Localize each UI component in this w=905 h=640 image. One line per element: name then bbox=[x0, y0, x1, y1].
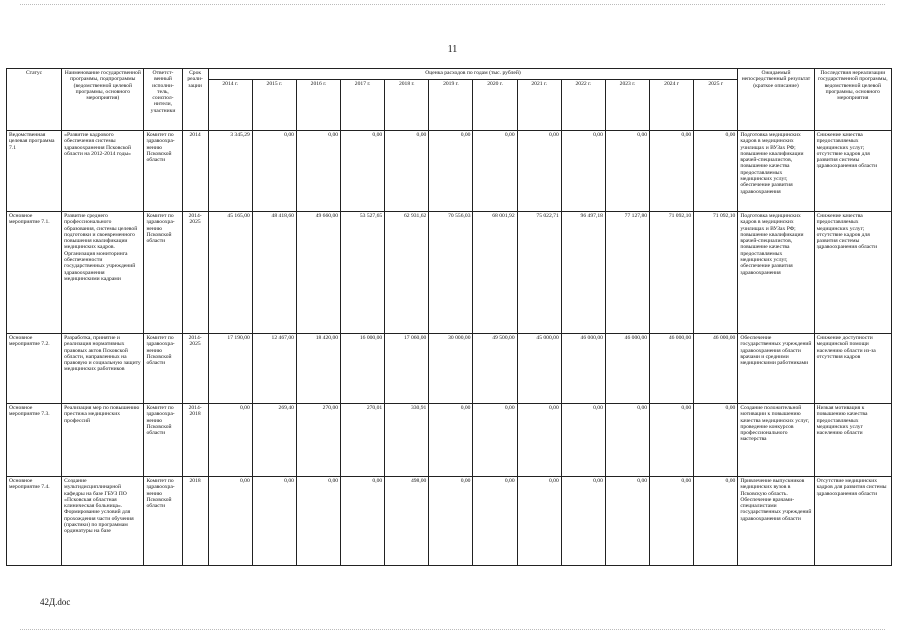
cell-name: Реализация мер по повышению престижа медицинских профессий bbox=[62, 404, 144, 477]
scan-bottom-edge bbox=[20, 629, 885, 630]
table-row bbox=[7, 477, 892, 566]
cell-status: Основное мероприятие 7.4. bbox=[7, 477, 62, 566]
cell-value: 0,00 bbox=[296, 477, 340, 566]
cell-value: 96 497,18 bbox=[561, 212, 605, 334]
cell-value: 0,00 bbox=[208, 404, 252, 477]
cell-value: 0,00 bbox=[694, 404, 738, 477]
cell-value: 498,00 bbox=[385, 477, 429, 566]
cell-value: 45 000,00 bbox=[517, 334, 561, 404]
header-year: 2024 г bbox=[650, 80, 694, 131]
cell-name: Развитие среднего профессионального образования, системы целевой подготовки и своевременного повышения квалификации медицинских кадров. Организация мониторинга обеспеченности государственных учреждений здравоохранения медицинскими кадрами bbox=[62, 212, 144, 334]
cell-term: 2014-2025 bbox=[182, 212, 208, 334]
header-expense-group: Оценка расходов по годам (тыс. рублей) bbox=[208, 69, 738, 80]
footer-filename: 42Д.doc bbox=[40, 597, 71, 607]
cell-value: 269,40 bbox=[252, 404, 296, 477]
header-name: Наименование государственной программы, подпрограммы (ведомственной целевой программы, основного мероприятия) bbox=[62, 69, 144, 131]
table-row bbox=[7, 131, 892, 212]
header-year: 2017 г. bbox=[341, 80, 385, 131]
cell-result: Обеспечение государственных учреждений здравоохранения области врачами и средними медицинскими работниками bbox=[738, 334, 814, 404]
cell-status: Основное мероприятие 7.2. bbox=[7, 334, 62, 404]
cell-result: Привлечение выпускников медицинских вузов в Псковскую область. Обеспечение врачами-специалистами государственных учреждений здравоохранения области bbox=[738, 477, 814, 566]
cell-value: 0,00 bbox=[561, 404, 605, 477]
cell-term: 2014-2025 bbox=[182, 334, 208, 404]
header-year: 2023 г. bbox=[605, 80, 649, 131]
cell-name: «Развитие кадрового обеспечения системы здравоохранения Псковской области на 2012-2014 годы» bbox=[62, 131, 144, 212]
cell-name: Создание мультидисциплинарной кафедры на базе ГБУЗ ПО «Псковская областная клиническая больница». Формирование условий для прохождения части обучения (практики) по программам ординатуры на базе bbox=[62, 477, 144, 566]
cell-value: 0,00 bbox=[341, 477, 385, 566]
cell-value: 49 660,00 bbox=[296, 212, 340, 334]
cell-consequences: Снижение качества предоставляемых медицинских услуг; отсутствие кадров для развития системы здравоохранения области bbox=[814, 212, 891, 334]
cell-result: Подготовка медицинских кадров в медицинских училищах и ВУЗах РФ; повышение квалификации врачей-специалистов, повышение качества предоставляемых медицинских услуг, обеспечение развития здравоохранения bbox=[738, 131, 814, 212]
cell-value: 0,00 bbox=[385, 131, 429, 212]
cell-name: Разработка, принятие и реализация нормативных правовых актов Псковской области, направленных на правовую и социальную защиту медицинских работников bbox=[62, 334, 144, 404]
cell-value: 0,00 bbox=[650, 131, 694, 212]
cell-value: 18 420,00 bbox=[296, 334, 340, 404]
cell-value: 0,00 bbox=[473, 131, 517, 212]
cell-consequences: Снижение доступности медицинской помощи населению области из-за отсутствия кадров bbox=[814, 334, 891, 404]
expenditure-table bbox=[6, 68, 892, 566]
cell-responsible: Комитет по здравоохра-нению Псковской области bbox=[144, 404, 182, 477]
cell-responsible: Комитет по здравоохра-нению Псковской области bbox=[144, 212, 182, 334]
header-year: 2022 г. bbox=[561, 80, 605, 131]
header-status: Статус bbox=[7, 69, 62, 131]
cell-value: 71 092,10 bbox=[694, 212, 738, 334]
cell-value: 70 556,03 bbox=[429, 212, 473, 334]
header-term: Срок реали-зации bbox=[182, 69, 208, 131]
header-year: 2015 г. bbox=[252, 80, 296, 131]
cell-value: 0,00 bbox=[561, 131, 605, 212]
cell-term: 2018 bbox=[182, 477, 208, 566]
cell-value: 0,00 bbox=[296, 131, 340, 212]
header-year: 2025 г bbox=[694, 80, 738, 131]
cell-value: 0,00 bbox=[208, 477, 252, 566]
cell-consequences: Отсутствие медицинских кадров для развития системы здравоохранения области bbox=[814, 477, 891, 566]
cell-value: 0,00 bbox=[694, 131, 738, 212]
cell-responsible: Комитет по здравоохра-нению Псковской области bbox=[144, 334, 182, 404]
cell-value: 0,00 bbox=[694, 477, 738, 566]
cell-value: 0,00 bbox=[605, 131, 649, 212]
cell-value: 0,00 bbox=[605, 404, 649, 477]
cell-value: 17 190,00 bbox=[208, 334, 252, 404]
page-number: 11 bbox=[447, 44, 458, 55]
cell-result: Подготовка медицинских кадров в медицинских училищах и ВУЗах РФ; повышение квалификации врачей-специалистов, повышение качества предоставляемых медицинских услуг, обеспечение развития здравоохранения bbox=[738, 212, 814, 334]
cell-value: 0,00 bbox=[341, 131, 385, 212]
cell-value: 71 092,10 bbox=[650, 212, 694, 334]
cell-value: 0,00 bbox=[605, 477, 649, 566]
cell-value: 0,00 bbox=[429, 477, 473, 566]
header-year: 2014 г. bbox=[208, 80, 252, 131]
cell-value: 17 060,00 bbox=[385, 334, 429, 404]
header-year: 2021 г. bbox=[517, 80, 561, 131]
table-row bbox=[7, 404, 892, 477]
header-result: Ожидаемый непосредственный результат (краткое описание) bbox=[738, 69, 814, 131]
cell-value: 270,00 bbox=[296, 404, 340, 477]
cell-consequences: Низкая мотивация к повышению качества предоставляемых медицинских услуг населению области bbox=[814, 404, 891, 477]
cell-status: Основное мероприятие 7.3. bbox=[7, 404, 62, 477]
cell-value: 0,00 bbox=[561, 477, 605, 566]
cell-value: 0,00 bbox=[473, 404, 517, 477]
cell-status: Ведомственная целевая программа 7.1 bbox=[7, 131, 62, 212]
cell-value: 46 000,00 bbox=[694, 334, 738, 404]
cell-value: 62 931,62 bbox=[385, 212, 429, 334]
cell-value: 30 000,00 bbox=[429, 334, 473, 404]
cell-value: 46 000,00 bbox=[561, 334, 605, 404]
cell-value: 75 022,71 bbox=[517, 212, 561, 334]
cell-value: 46 000,00 bbox=[650, 334, 694, 404]
table-row bbox=[7, 212, 892, 334]
cell-value: 12 467,00 bbox=[252, 334, 296, 404]
cell-value: 0,00 bbox=[252, 131, 296, 212]
cell-value: 270,01 bbox=[341, 404, 385, 477]
scan-top-edge bbox=[20, 4, 885, 5]
cell-value: 0,00 bbox=[429, 131, 473, 212]
cell-value: 0,00 bbox=[517, 131, 561, 212]
cell-value: 68 001,92 bbox=[473, 212, 517, 334]
header-responsible: Ответст-венный исполни-тель, соиспол-нители, участники bbox=[144, 69, 182, 131]
cell-term: 2014 bbox=[182, 131, 208, 212]
cell-value: 77 127,80 bbox=[605, 212, 649, 334]
cell-value: 48 418,60 bbox=[252, 212, 296, 334]
table-row bbox=[7, 334, 892, 404]
cell-value: 46 000,00 bbox=[605, 334, 649, 404]
cell-value: 0,00 bbox=[650, 404, 694, 477]
cell-value: 16 000,00 bbox=[341, 334, 385, 404]
cell-value: 53 527,65 bbox=[341, 212, 385, 334]
cell-value: 0,00 bbox=[473, 477, 517, 566]
cell-value: 0,00 bbox=[517, 477, 561, 566]
cell-value: 49 500,00 bbox=[473, 334, 517, 404]
header-year: 2020 г. bbox=[473, 80, 517, 131]
cell-value: 3 345,29 bbox=[208, 131, 252, 212]
cell-term: 2014-2018 bbox=[182, 404, 208, 477]
cell-responsible: Комитет по здравоохра-нению Псковской области bbox=[144, 131, 182, 212]
header-consequences: Последствия нереализации государственной программы, ведомственной целевой программы, основного мероприятия bbox=[814, 69, 891, 131]
cell-value: 330,91 bbox=[385, 404, 429, 477]
cell-responsible: Комитет по здравоохра-нению Псковской области bbox=[144, 477, 182, 566]
cell-value: 0,00 bbox=[252, 477, 296, 566]
header-year: 2018 г. bbox=[385, 80, 429, 131]
cell-status: Основное мероприятие 7.1. bbox=[7, 212, 62, 334]
header-year: 2016 г. bbox=[296, 80, 340, 131]
cell-value: 0,00 bbox=[429, 404, 473, 477]
cell-value: 0,00 bbox=[650, 477, 694, 566]
cell-value: 0,00 bbox=[517, 404, 561, 477]
header-year: 2019 г. bbox=[429, 80, 473, 131]
cell-result: Создание положительной мотивации к повышению качества медицинских услуг, проведение конкурсов профессионального мастерства bbox=[738, 404, 814, 477]
cell-consequences: Снижение качества предоставляемых медицинских услуг; отсутствие кадров для развития системы здравоохранения области bbox=[814, 131, 891, 212]
cell-value: 45 165,00 bbox=[208, 212, 252, 334]
